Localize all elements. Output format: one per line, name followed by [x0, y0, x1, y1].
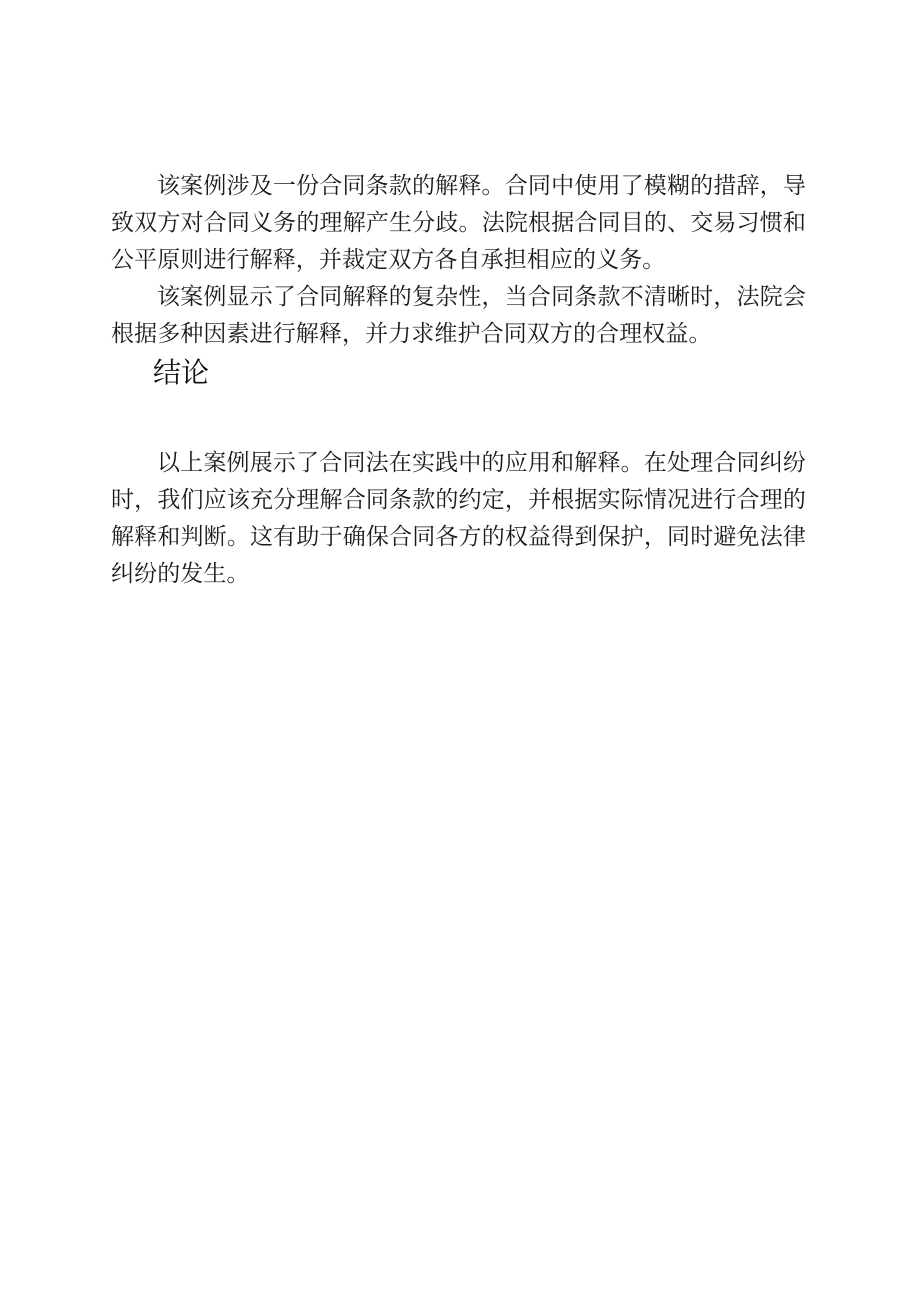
conclusion-heading: 结论 — [153, 356, 210, 389]
case-interpretation-paragraph: 该案例涉及一份合同条款的解释。合同中使用了模糊的措辞，导致双方对合同义务的理解产生分歧。法院根据合同目的、交易习惯和公平原则进行解释，并裁定双方各自承担相应的义务。 — [111, 173, 806, 273]
case-complexity-paragraph: 该案例显示了合同解释的复杂性，当合同条款不清晰时，法院会根据多种因素进行解释，并力求维护合同双方的合理权益。 — [111, 284, 806, 347]
document-body — [111, 168, 806, 593]
conclusion-paragraph: 以上案例展示了合同法在实践中的应用和解释。在处理合同纠纷时，我们应该充分理解合同条款的约定，并根据实际情况进行合理的解释和判断。这有助于确保合同各方的权益得到保护，同时避免法律纠纷的发生。 — [111, 450, 806, 587]
